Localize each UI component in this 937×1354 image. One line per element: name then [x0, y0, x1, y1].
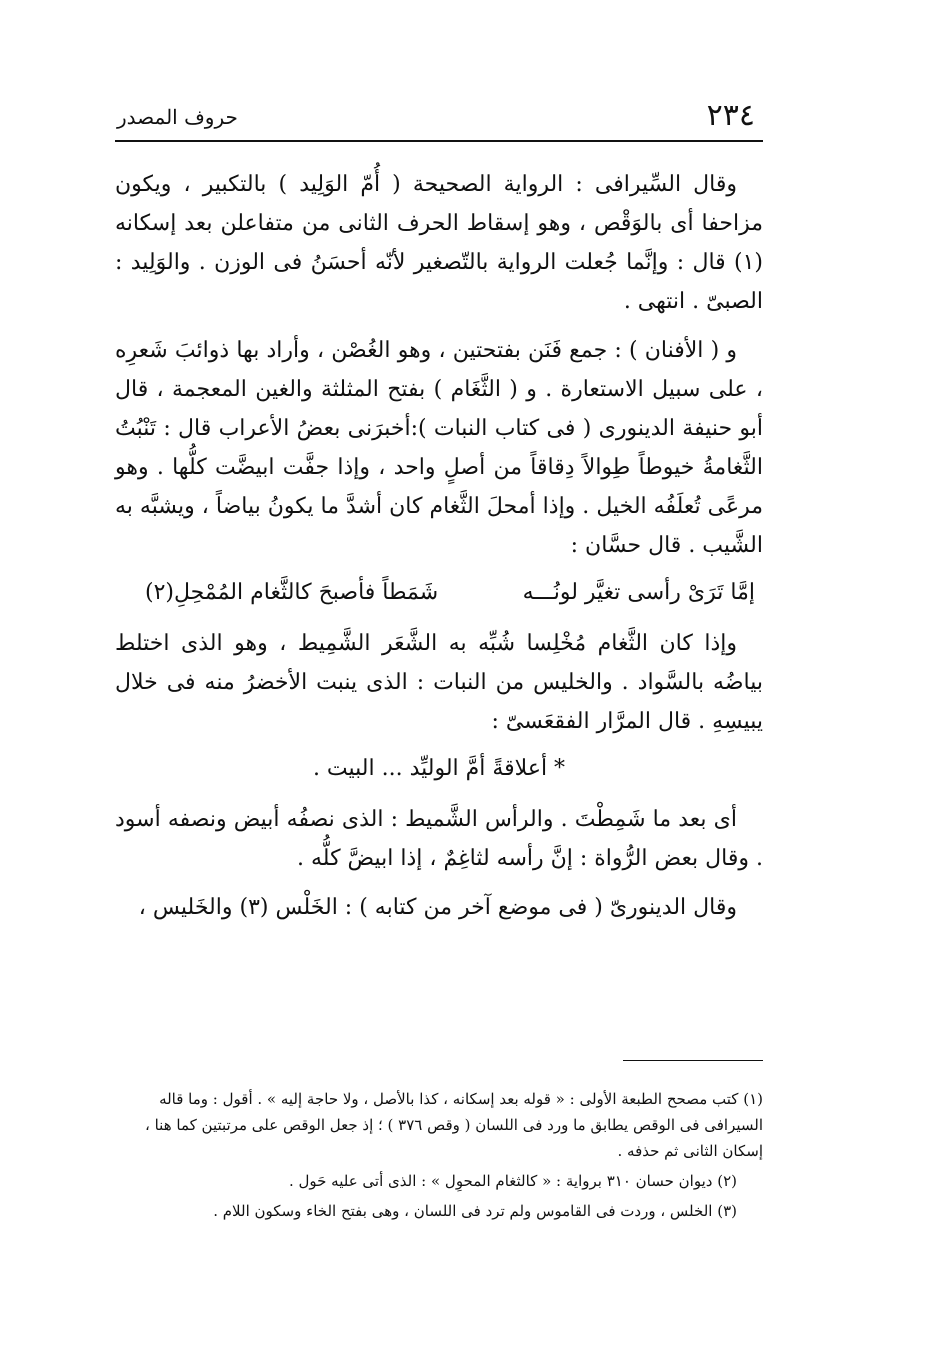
- running-title: حروف المصدر: [117, 105, 238, 129]
- poem-verse: [115, 573, 763, 612]
- footnotes: [115, 1086, 763, 1228]
- paragraph-4: أى بعد ما شَمِطْتَ . والرأس الشَّميط : الذى نصفُه أبيض ونصفه أسود . وقال بعض الرُّواة : إنَّ رأسه لثاغِمٌ ، إذا ابيضَّ كلُّه .: [115, 807, 763, 871]
- page-header: [115, 96, 763, 142]
- body-text: [115, 165, 763, 937]
- footnote-separator: [623, 1060, 763, 1061]
- paragraph-1: وقال السِّيرافى : الرواية الصحيحة ( أُمّ الوَلِيد ) بالتكبير ، ويكون مزاحفا أى بالوَقْص ، وهو إسقاط الحرف الثانى من متفاعلن بعد إسكانه (١) قال : وإنَّما جُعلت الرواية بالتّصغير لأنّه أحسَنُ فى الوزن . والوَلِيد : الصبىّ . انتهى .: [115, 172, 763, 314]
- footnote-2: (٢) ديوان حسان ٣١٠ برواية : « كالثغام المحوِل » : الذى أتى عليه حَول .: [288, 1172, 737, 1190]
- verse-second-hemistich: شَمَطاً فأصبحَ كالثَّغام المُمْحِلِ(٢): [145, 580, 439, 605]
- paragraph-3: وإذا كان الثَّغام مُخْلِسا شُبِّه به الشَّعَر الشَّمِيط ، وهو الذى اختلط بياضُه بالسَّواد . والخليس من النبات : الذى ينبت الأخضرُ منه فى خلال يبيسِهِ . قال المرَّار الفقعَسىّ :: [115, 631, 763, 734]
- paragraph-5: وقال الدينورىّ ( فى موضع آخر من كتابه ) : الخَلْس (٣) والخَليس ،: [138, 895, 737, 920]
- footnote-1: (١) كتب مصحح الطبعة الأولى : « قوله بعد إسكانه ، كذا بالأصل ، ولا حاجة إليه » . أقول : وما قاله السيرافى فى الوقص يطابق ما ورد فى اللسان ( وقص ٣٧٦ ) ؛ إذ جعل الوقص على مرتبتين كما هنا ، إسكان الثانى ثم حذفه .: [144, 1090, 763, 1160]
- paragraph-2: و ( الأفنان ) : جمع فَنَن بفتحتين ، وهو الغُصْن ، وأراد بها ذوائبَ شَعرِه ، على سبيل الاستعارة . و ( الثَّغَام ) بفتح المثلثة والغين المعجمة ، قال أبو حنيفة الدينورى ( فى كتاب النبات ):أخبرَنى بعضُ الأعراب قال : تَنْبُتُ الثَّغامةُ خيوطاً طِوالاً دِقاقاً من أصلٍ واحد ، وإذا جفَّت ابيضَّت كلُّها . وهو مرعًى تُعلَفُه الخيل . وإذا أمحلَ الثَّغام كان أشدَّ ما يكونُ بياضاً ، ويشبَّه به الشَّيب . قال حسَّان :: [115, 338, 763, 558]
- quoted-verse-line: * أعلاقةً أمَّ الوليِّد ... البيت .: [312, 756, 566, 781]
- verse-first-hemistich: إمَّا تَرَىْ رأسى تغيَّر لونُـــه: [522, 580, 755, 605]
- footnote-3: (٣) الخلس ، وردت فى القاموس ولم ترد فى اللسان ، وهى بفتح الخاء وسكون اللام .: [213, 1202, 737, 1220]
- page-number: ٢٣٤: [706, 98, 755, 133]
